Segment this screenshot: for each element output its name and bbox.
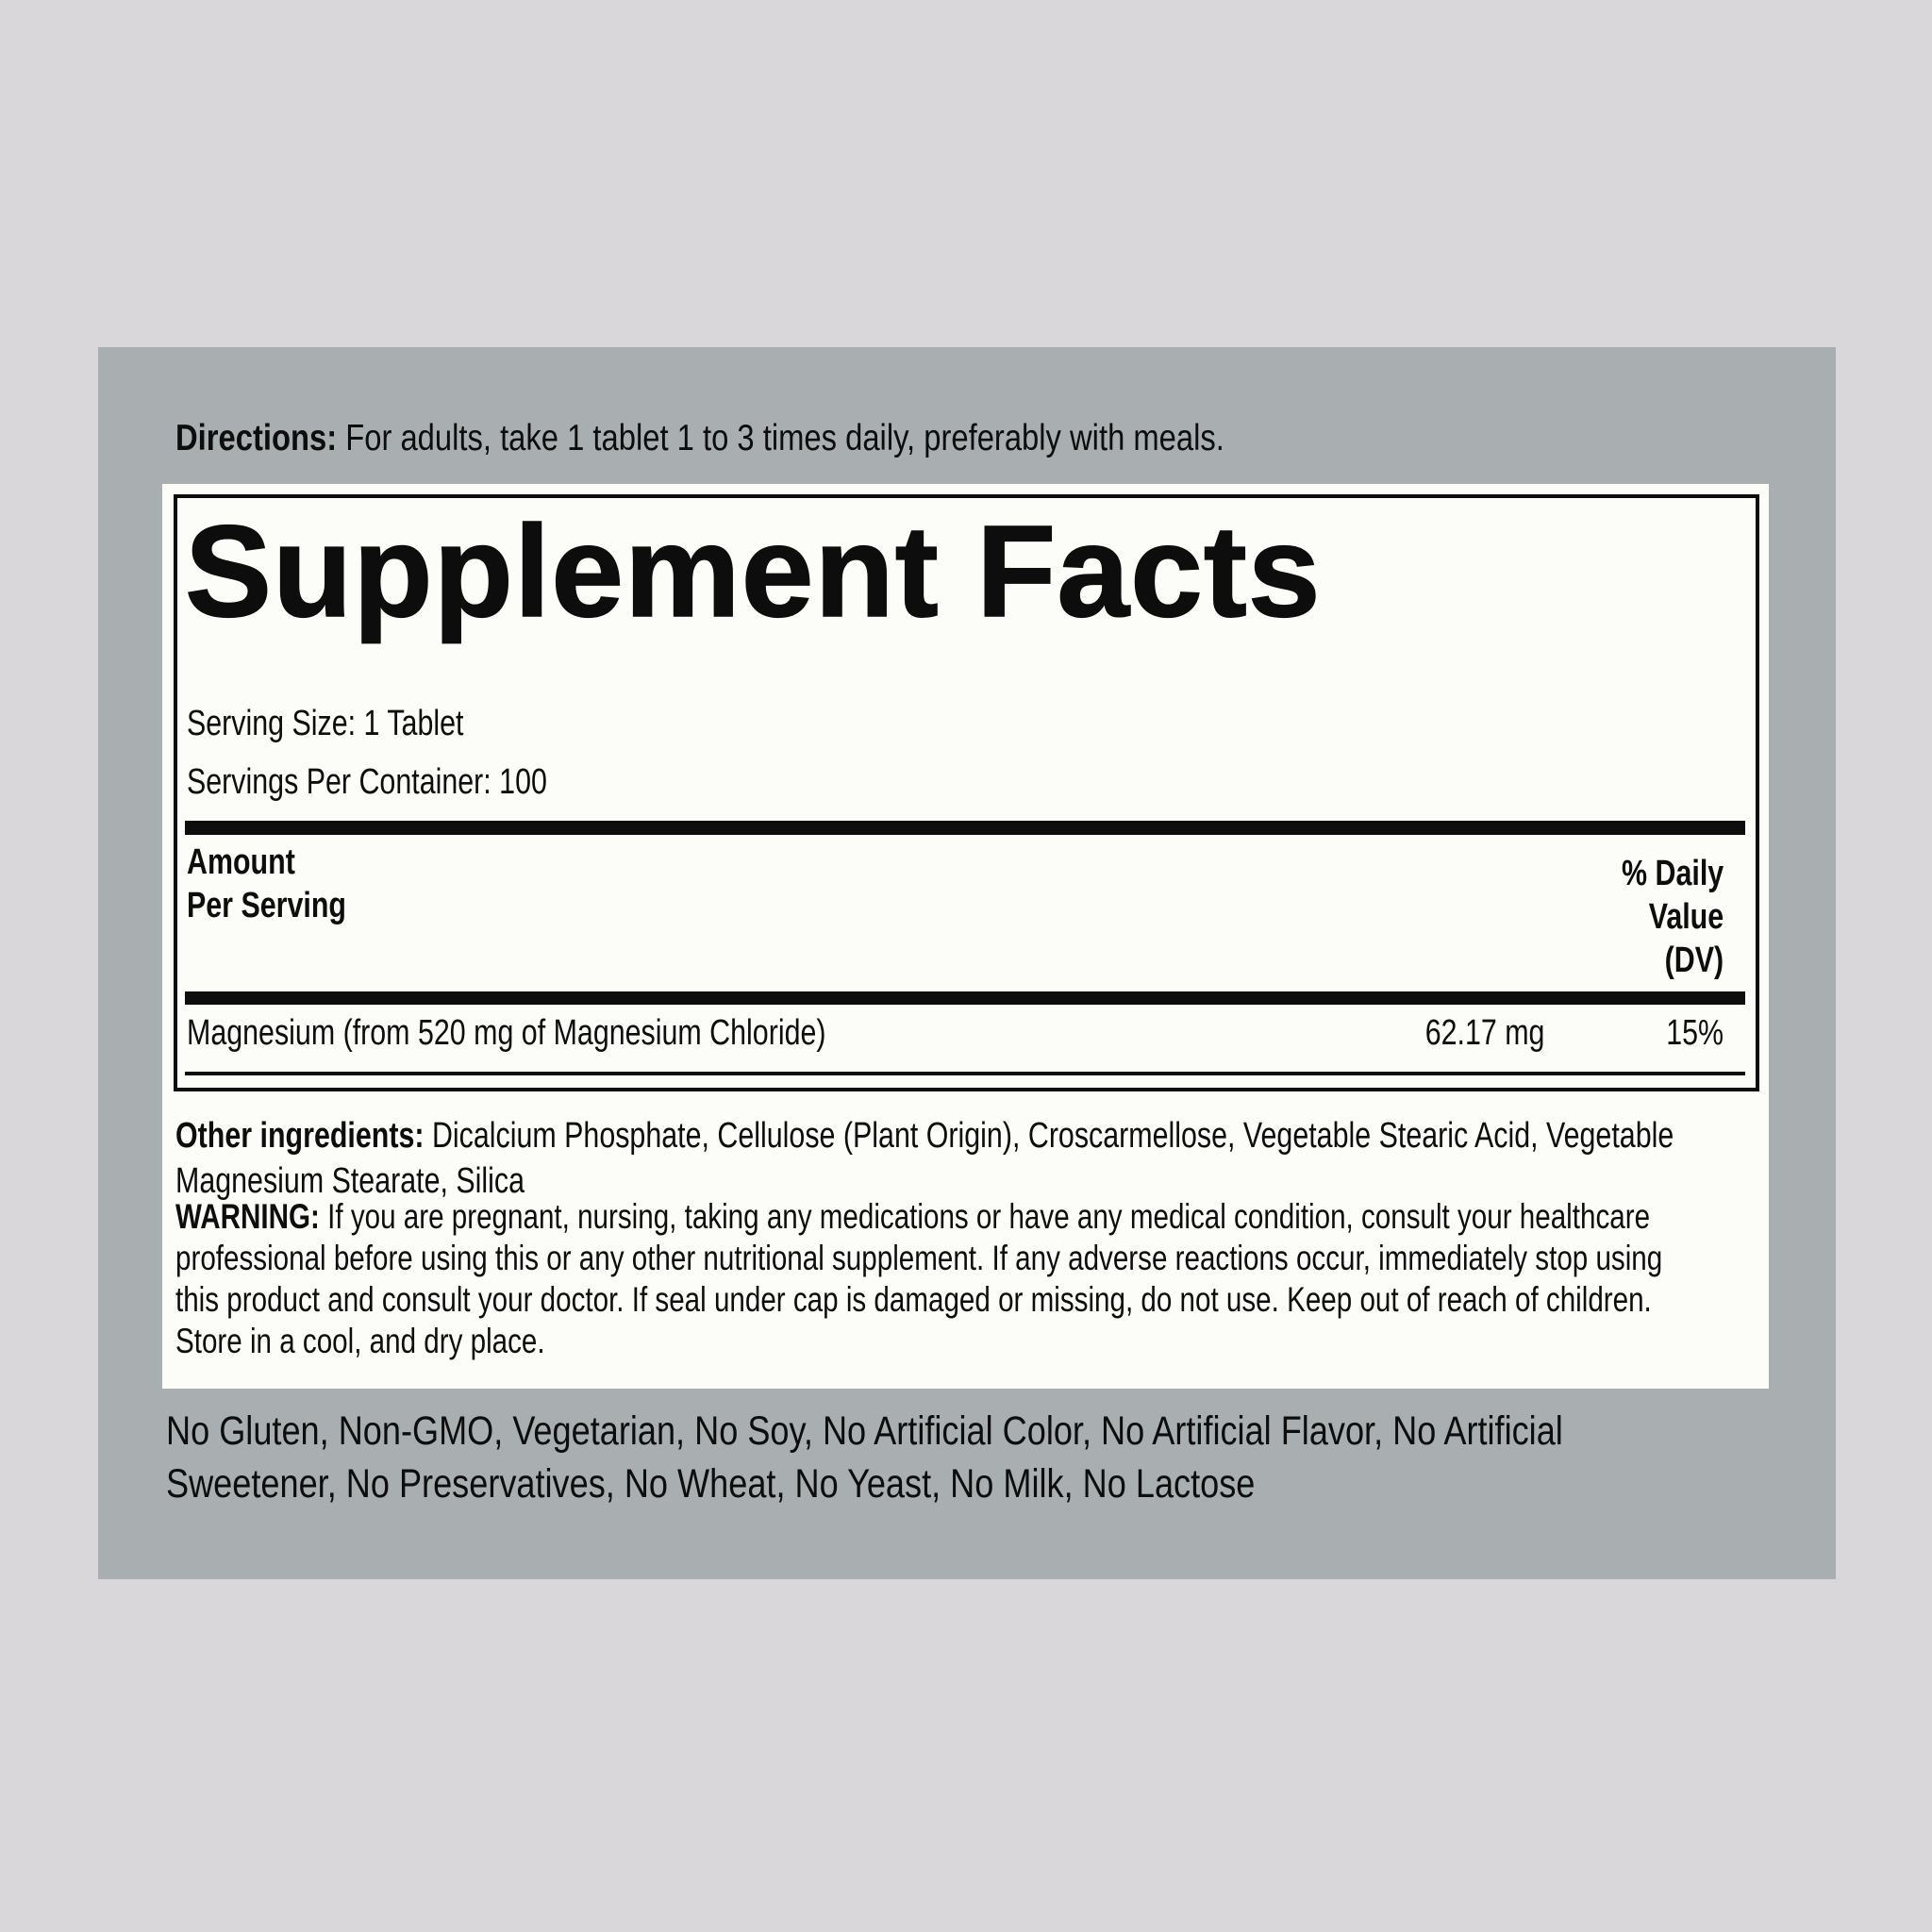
dv-header-line2: Value [1648,897,1724,937]
claims-text [166,1405,1563,1510]
claims-line2: Sweetener, No Preservatives, No Wheat, No Yeast, No Milk, No Lactose [166,1461,1256,1507]
other-ingredients-line1 [175,1113,1674,1158]
servings-per-container: Servings Per Container: 100 [187,762,547,802]
directions-text: For adults, take 1 tablet 1 to 3 times daily, preferably with meals. [337,418,1224,458]
warning-line1 [175,1196,1662,1238]
dv-header-line3: (DV) [1664,941,1724,980]
amount-header-line1: Amount [187,842,295,882]
supplement-facts-title: Supplement Facts [185,499,1322,644]
other-ingredients [175,1113,1674,1204]
warning-label: WARNING: [175,1197,320,1236]
thin-rule-bottom [185,1072,1745,1075]
warning-text-line1: If you are pregnant, nursing, taking any medications or have any medical condition, consult your healthcare [319,1197,1651,1236]
warning-line3: this product and consult your doctor. If seal under cap is damaged or missing, do not use. Keep out of reach of children. [175,1280,1652,1319]
claims-line1: No Gluten, Non-GMO, Vegetarian, No Soy, No Artificial Color, No Artificial Flavor, No Artificial [166,1408,1563,1454]
dv-header-line1: % Daily [1621,854,1724,893]
thick-rule-top [185,821,1745,835]
other-ingredients-line2: Magnesium Stearate, Silica [175,1161,525,1201]
nutrient-amount: 62.17 mg [1424,1013,1544,1053]
warning-line2: professional before using this or any other nutritional supplement. If any adverse reactions occur, immediately stop using [175,1239,1663,1277]
other-ingredients-label: Other ingredients: [175,1116,425,1156]
serving-size: Serving Size: 1 Tablet [187,704,464,743]
directions-line [175,417,1224,460]
nutrient-daily-value: 15% [1666,1013,1724,1053]
other-ingredients-text: Dicalcium Phosphate, Cellulose (Plant Origin), Croscarmellose, Vegetable Stearic Acid, Vegetable [424,1116,1674,1156]
directions-label: Directions: [175,418,338,458]
amount-header-line2: Per Serving [187,886,346,925]
amount-per-serving-header [187,841,346,927]
thick-rule-mid [185,991,1745,1005]
daily-value-header [1622,852,1724,982]
warning-line4: Store in a cool, and dry place. [175,1322,545,1360]
nutrient-name: Magnesium (from 520 mg of Magnesium Chloride) [187,1013,826,1053]
warning-paragraph [175,1196,1662,1362]
